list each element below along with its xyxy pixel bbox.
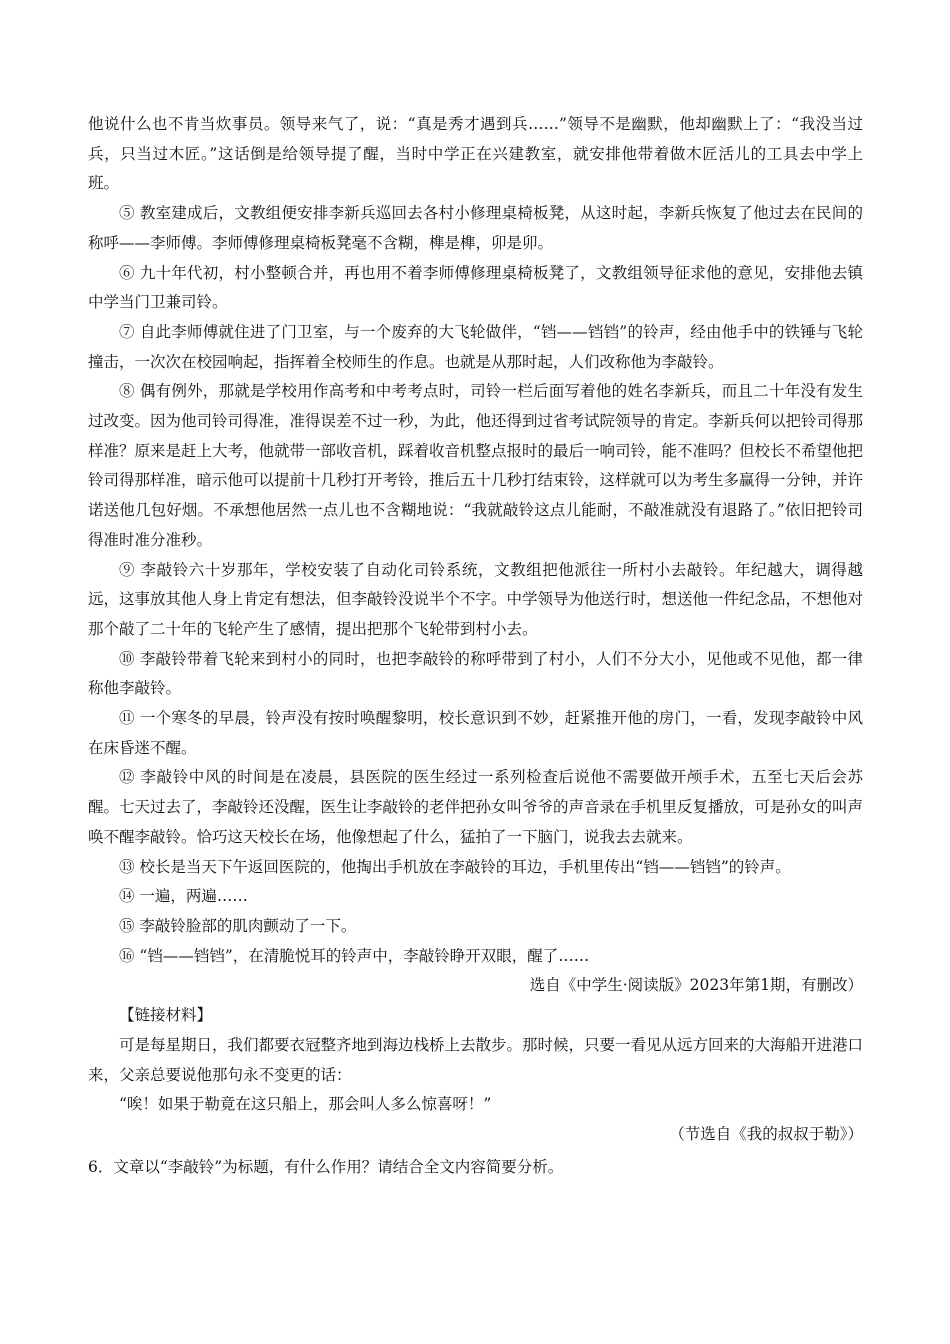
paragraph-16: ⑯ “铛——铛铛”，在清脆悦耳的铃声中，李敲铃睁开双眼，醒了…… — [119, 946, 590, 965]
paragraph-9: ⑨ 李敲铃六十岁那年，学校安装了自动化司铃系统，文教组把他派往一所村小去敲铃。年纪越大，调得越远，这事放其他人身上肯定有想法，但李敲铃没说半个不字。中学领导为他送行时，想送他一件纪念品，不想他对那个敲了二十年的飞轮产生了感情，提出把那个飞轮带到村小去。 — [88, 560, 864, 638]
paragraph-13: ⑬ 校长是当天下午返回医院的，他掏出手机放在李敲铃的耳边，手机里传出“铛——铛铛”的铃声。 — [119, 857, 791, 876]
paragraph-14: ⑭ 一遍，两遍…… — [119, 887, 248, 906]
paragraph-intro: 他说什么也不肯当炊事员。领导来气了，说：“真是秀才遇到兵……”领导不是幽默，他却幽默上了：“我没当过兵，只当过木匠。”这话倒是给领导提了醒，当时中学正在兴建教室，就安排他带着做木匠活儿的工具去中学上班。 — [88, 115, 863, 193]
paragraph-7: ⑦ 自此李师傅就住进了门卫室，与一个废弃的大飞轮做伴，“铛——铛铛”的铃声，经由他手中的铁锤与飞轮撞击，一次次在校园响起，指挥着全校师生的作息。也就是从那时起，人们改称他为李敲铃。 — [88, 322, 863, 371]
question-6: 6．文章以“李敲铃”为标题，有什么作用？请结合全文内容简要分析。 — [88, 1157, 564, 1176]
paragraph-6: ⑥ 九十年代初，村小整顿合并，再也用不着李师傅修理桌椅板凳了，文教组领导征求他的意见，安排他去镇中学当门卫兼司铃。 — [88, 263, 863, 312]
article-source: 选自《中学生·阅读版》2023年第1期，有删改） — [529, 976, 863, 995]
paragraph-10: ⑩ 李敲铃带着飞轮来到村小的同时，也把李敲铃的称呼带到了村小，人们不分大小，见他或不见他，都一律称他李敲铃。 — [88, 649, 863, 698]
link-material-heading: 【链接材料】 — [119, 1006, 213, 1025]
paragraph-8: ⑧ 偶有例外，那就是学校用作高考和中考考点时，司铃一栏后面写着他的姓名李新兵，而且二十年没有发生过改变。因为他司铃司得准，准得误差不过一秒，为此，他还得到过省考试院领导的肯定。李新兵何以把铃司得那样准？原来是赶上大考，他就带一部收音机，踩着收音机整点报时的最后一响司铃，能不准吗？但校长不希望他把铃司得那样准，暗示他可以提前十几秒打开考铃，推后五十几秒打结束铃，这样就可以为考生多赢得一分钟，并许诺送他几包好烟。不承想他居然一点儿也不含糊地说：“我就敲铃这点儿能耐，不敲准就没有退路了。”依旧把铃司得准时准分准秒。 — [88, 382, 864, 549]
paragraph-5: ⑤ 教室建成后，文教组便安排李新兵巡回去各村小修理桌椅板凳，从这时起，李新兵恢复了他过去在民间的称呼——李师傅。李师傅修理桌椅板凳毫不含糊，榫是榫，卯是卯。 — [88, 204, 863, 252]
link-material-text: 可是每星期日，我们都要衣冠整齐地到海边栈桥上去散步。那时候，只要一看见从远方回来的大海船开进港口来，父亲总要说他那句永不变更的话： — [88, 1035, 864, 1084]
paragraph-11: ⑪ 一个寒冬的早晨，铃声没有按时唤醒黎明，校长意识到不妙，赶紧推开他的房门，一看，发现李敲铃中风在床昏迷不醒。 — [88, 709, 863, 757]
paragraph-15: ⑮ 李敲铃脸部的肌肉颤动了一下。 — [119, 916, 357, 935]
paragraph-12: ⑫ 李敲铃中风的时间是在凌晨，县医院的医生经过一系列检查后说他不需要做开颅手术，五至七天后会苏醒。七天过去了，李敲铃还没醒，医生让李敲铃的老伴把孙女叫爷爷的声音录在手机里反复播放，可是孙女的叫声唤不醒李敲铃。恰巧这天校长在场，他像想起了什么，猛拍了一下脑门，说我去去就来。 — [88, 768, 864, 846]
link-material-quote: “唉！如果于勒竟在这只船上，那会叫人多么惊喜呀！” — [119, 1095, 492, 1114]
link-material-source: （节选自《我的叔叔于勒》） — [669, 1124, 863, 1143]
document-page — [88, 110, 863, 1182]
